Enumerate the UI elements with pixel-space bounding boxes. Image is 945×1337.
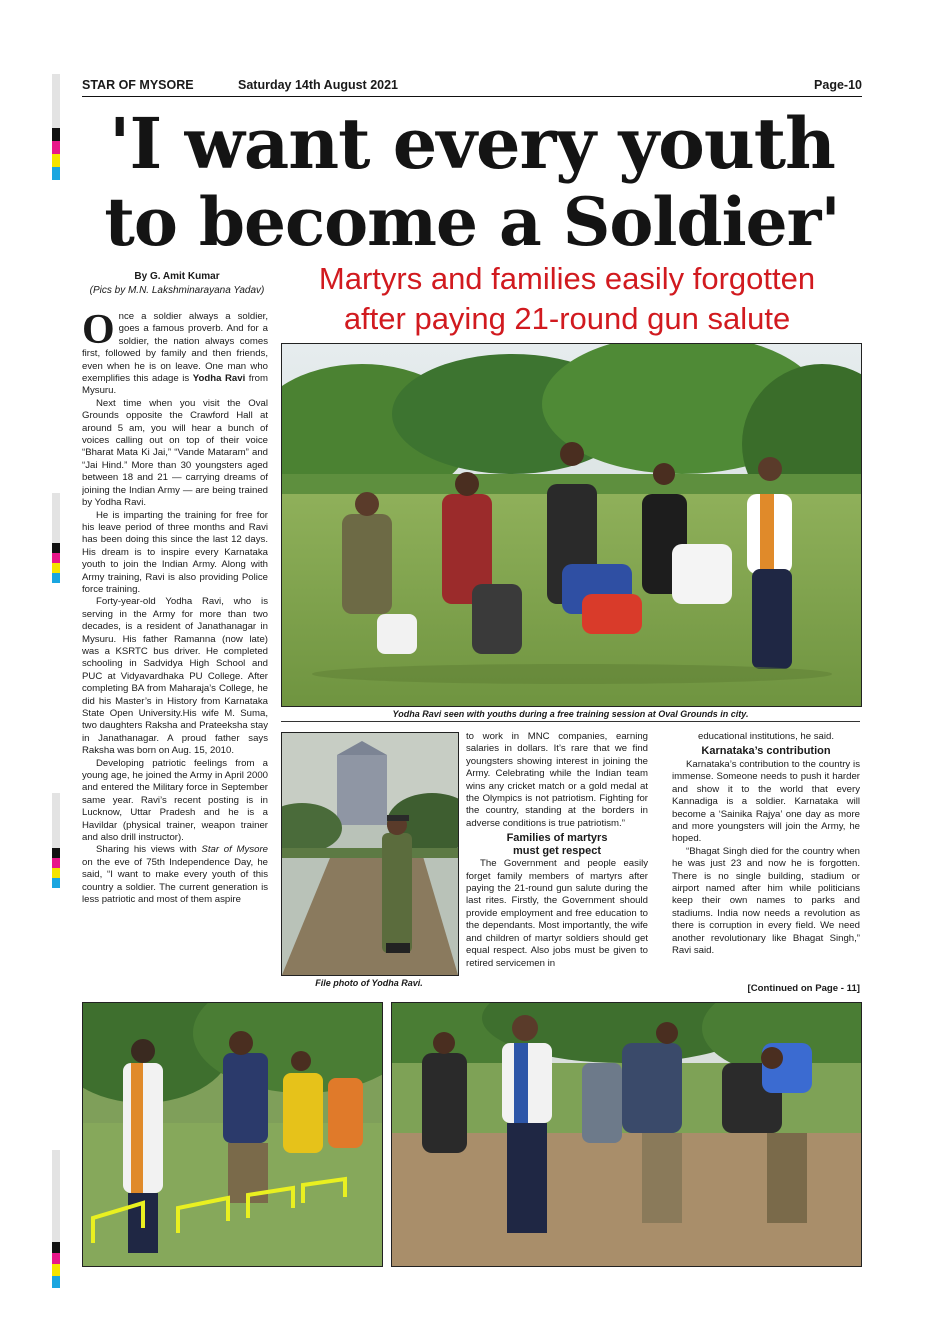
main-training-photo	[281, 343, 862, 707]
article-column-1: Once a soldier always a soldier, goes a famous proverb. And for a soldier, the nation always comes first, followed by family and then friends, even when he is on leave. One man who exemplifies this adage is Yodha Ravi from Mysuru. Next time when you visit the Oval Grounds opposite the Crawford Hall at around 5 am, you will hear a bunch of voices calling out on top of their voice “Bharat Mata Ki Jai,” “Vande Mataram” and “Jai Hind.” More than 30 youngsters aged between 18 and 21 — carrying dreams of joining the Indian Army — are being trained by Yodha Ravi. He is imparting the training for free for his leave period of three months and Ravi has been doing this since the last 12 days. His dream is to inspire every Karnataka youth to join the Indian Army. Along with Army training, Ravi is also providing Police force training. Forty-year-old Yodha Ravi, who is serving in the Army for more than two decades, is a resident of Janathanagar in Mysuru. His father Ramanna (now late) was a KSRTC bus driver. He completed schooling in Sadvidya High School and PUC at Vidyavardhaka PU College. After completing BA from Maharaja’s College, he did his Master’s in History from Karnataka State Open University.His wife M. Suma, two daughters Raksha and Prateeksha stay in Janathanagar. A proud father says Raksha was born on Aug. 15, 2010. Developing patriotic feelings from a young age, he joined the Army in April 2000 and entered the Military force in September same year. Ravi’s recent posting is in Lucknow, Uttar Pradesh and he is a Havildar (physical trainer, weapon trainer and also drill instructor). Sharing his views with Star of Mysore on the eve of 75th Independence Day, he said, “I want to make every youth of this country a soldier. The current generation is less patriotic and most of them aspire	[82, 311, 268, 906]
registration-marks-mid1	[52, 493, 60, 583]
caption-rule	[281, 721, 860, 722]
paragraph: Forty-year-old Yodha Ravi, who is serving in the Army for more than two decades, is a resident of Janathanagar in Mysuru. His father Ramanna (now late) was a KSRTC bus driver. He completed schooling in Sadvidya High School and PUC at Vidyavardhaka PU College. After completing BA from Maharaja’s College, he did his Master’s in History from Karnataka State Open University.His wife M. Suma, two daughters Raksha and Prateeksha stay in Janathanagar. A proud father says Raksha was born on Aug. 15, 2010.	[82, 596, 268, 757]
subheadline-line-2: after paying 21-round gun salute	[343, 301, 791, 336]
paragraph: Karnataka’s contribution to the country is immense. Someone needs to push it harder and show it to the world that every Kannadiga is a soldier. Karnataka will become a ‘Sainika Rajya’ one day as more and more youngsters will join the Army, he hoped.	[672, 758, 860, 845]
drop-cap: O	[82, 311, 115, 353]
paragraph: Sharing his views with Star of Mysore on the eve of 75th Independence Day, he said, “I want to make every youth of this country a soldier. The current generation is less patriotic and most of them aspire	[82, 844, 268, 906]
main-photo-caption: Yodha Ravi seen with youths during a free training session at Oval Grounds in city.	[392, 709, 749, 719]
registration-marks-mid2	[52, 793, 60, 888]
paragraph: The Government and people easily forget family members of martyrs after paying the 21-round gun salute during the last rites. Firstly, the Government should provide employment and free education to the dependants. Most importantly, the wife and children of martyr soldiers should get equal respect. Also jobs must be given to retired servicemen in	[466, 858, 648, 969]
article-column-4	[672, 731, 860, 986]
subhead-families-martyrs: Families of martyrs must get respect	[506, 832, 608, 857]
registration-marks-bottom	[52, 1150, 60, 1288]
page-number: Page-10	[814, 78, 862, 92]
paragraph: He is imparting the training for free for his leave period of three months and Ravi has been doing this since the last 12 days. His dream is to inspire every Karnataka youth to join the Indian Army. Along with Army training, Ravi is also providing Police force training.	[82, 509, 268, 595]
paragraph: Developing patriotic feelings from a young age, he joined the Army in April 2000 and entered the Military force in September same year. Ravi’s recent posting is in Lucknow, Uttar Pradesh and he is a Havildar (physical trainer, weapon trainer and also drill instructor).	[82, 757, 268, 844]
issue-date: Saturday 14th August 2021	[238, 78, 399, 92]
article-column-3	[466, 731, 648, 996]
paragraph: Next time when you visit the Oval Grounds opposite the Crawford Hall at around 5 am, you will hear a bunch of voices calling out on top of their voice “Bharat Mata Ki Jai,” “Vande Mataram” and “Jai Hind.” More than 30 youngsters aged between 18 and 21 — carrying dreams of joining the Indian Army — are being trained by Yodha Ravi.	[82, 397, 268, 509]
masthead	[82, 76, 862, 97]
byline-author: By G. Amit Kumar	[134, 271, 220, 282]
paragraph: to work in MNC companies, earning salaries in dollars. It’s rare that we find youngsters showing interest in joining the Army. Celebrating while the Indian team wins any cricket match or a gold medal at the Olympics is not patriotism. Fighting for the country, standing at the borders in adverse conditions is true patriotism.”	[466, 731, 648, 829]
registration-marks-top	[52, 74, 60, 182]
continued-notice: [Continued on Page - 11]	[747, 983, 860, 994]
carry-training-photo	[391, 1002, 862, 1267]
subheadline-line-1: Martyrs and families easily forgotten	[318, 261, 816, 296]
headline-line-1: 'I want every youth	[109, 102, 835, 185]
hurdle-training-photo	[82, 1002, 383, 1267]
headline-line-2: to become a Soldier'	[104, 183, 840, 261]
paragraph: “Bhagat Singh died for the country when he was just 23 and now he is forgotten. There is no single building, stadium or airport named after him while politicians keep their own names to parks and stadiums. India now needs a revolution as there is corruption in every field. We need another revolutionary like Bhagat Singh,” Ravi said.	[672, 845, 860, 956]
paper-name: STAR OF MYSORE	[82, 78, 194, 92]
paragraph: educational institutions, he said.	[698, 731, 834, 742]
subhead-karnataka-contribution: Karnataka’s contribution	[701, 745, 831, 758]
file-photo-caption: File photo of Yodha Ravi.	[315, 978, 423, 988]
byline-photo-credit: (Pics by M.N. Lakshminarayana Yadav)	[89, 285, 265, 296]
file-photo-yodha-ravi	[281, 732, 459, 976]
